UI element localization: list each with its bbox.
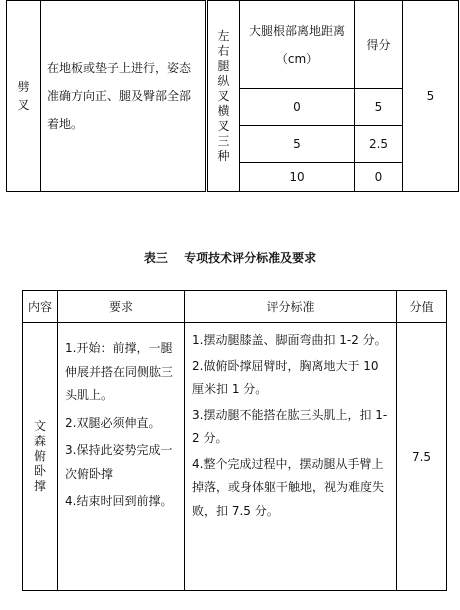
criteria-item: 2.做俯卧撑屈臂时，胸离地大于 10 厘米扣 1 分。 [192,358,379,396]
requirement-item: 1.开始：前撑，一腿伸展并搭在同侧肱三头肌上。 [65,341,174,402]
item-cell [7,1,41,192]
caption-number: 表三 [143,251,168,265]
requirement-item: 4.结束时回到前撑。 [65,494,173,508]
requirement-item: 2.双腿必须伸直。 [65,415,161,430]
distance-header-text: 大腿根部离地距离（cm） [248,23,345,66]
requirements-cell [58,323,185,591]
score-cell [397,323,447,591]
scoring-table-technique [22,290,447,591]
scoring-table-splits [6,0,459,192]
header-content: 内容 [23,291,58,323]
header-criteria: 评分标准 [185,291,397,323]
description-cell [41,1,207,192]
criteria-item: 1.摆动腿膝盖、脚面弯曲扣 1-2 分。 [192,333,387,347]
item-name: 劈叉 [17,80,30,112]
score-header-text: 得分 [366,38,391,52]
header-score: 分值 [397,291,447,323]
total-score: 5 [426,89,435,103]
criteria-cell [185,323,397,591]
criteria-item: 3.摆动腿不能搭在肱三头肌上，扣 1-2 分。 [192,407,388,445]
total-score-cell [403,1,459,192]
distance-value: 10 [240,163,355,192]
criteria-item: 4.整个完成过程中，摆动腿从手臂上掉落，或身体躯干触地，视为难度失败，扣 7.5 分。 [192,456,385,518]
table-caption [0,249,460,266]
caption-title: 专项技术评分标准及要求 [184,251,317,265]
distance-value: 0 [240,89,355,126]
score-value: 5 [355,89,403,126]
item-description: 在地板或垫子上进行，姿态准确方向正、腿及臀部全部着地。 [47,61,192,131]
distance-header [240,1,355,89]
distance-value: 5 [240,126,355,163]
score-value: 7.5 [411,449,432,464]
score-value: 0 [355,163,403,192]
score-value: 2.5 [355,126,403,163]
item-cell [23,323,58,591]
header-row [23,291,447,323]
requirement-item: 3.保持此姿势完成一次俯卧撑 [65,443,173,481]
method-cell [207,1,240,192]
item-name: 文森俯卧撑 [33,419,46,493]
table-row [23,323,447,591]
score-header [355,1,403,89]
header-requirements: 要求 [58,291,185,323]
method-label: 左右腿纵叉横叉三种 [217,28,230,163]
